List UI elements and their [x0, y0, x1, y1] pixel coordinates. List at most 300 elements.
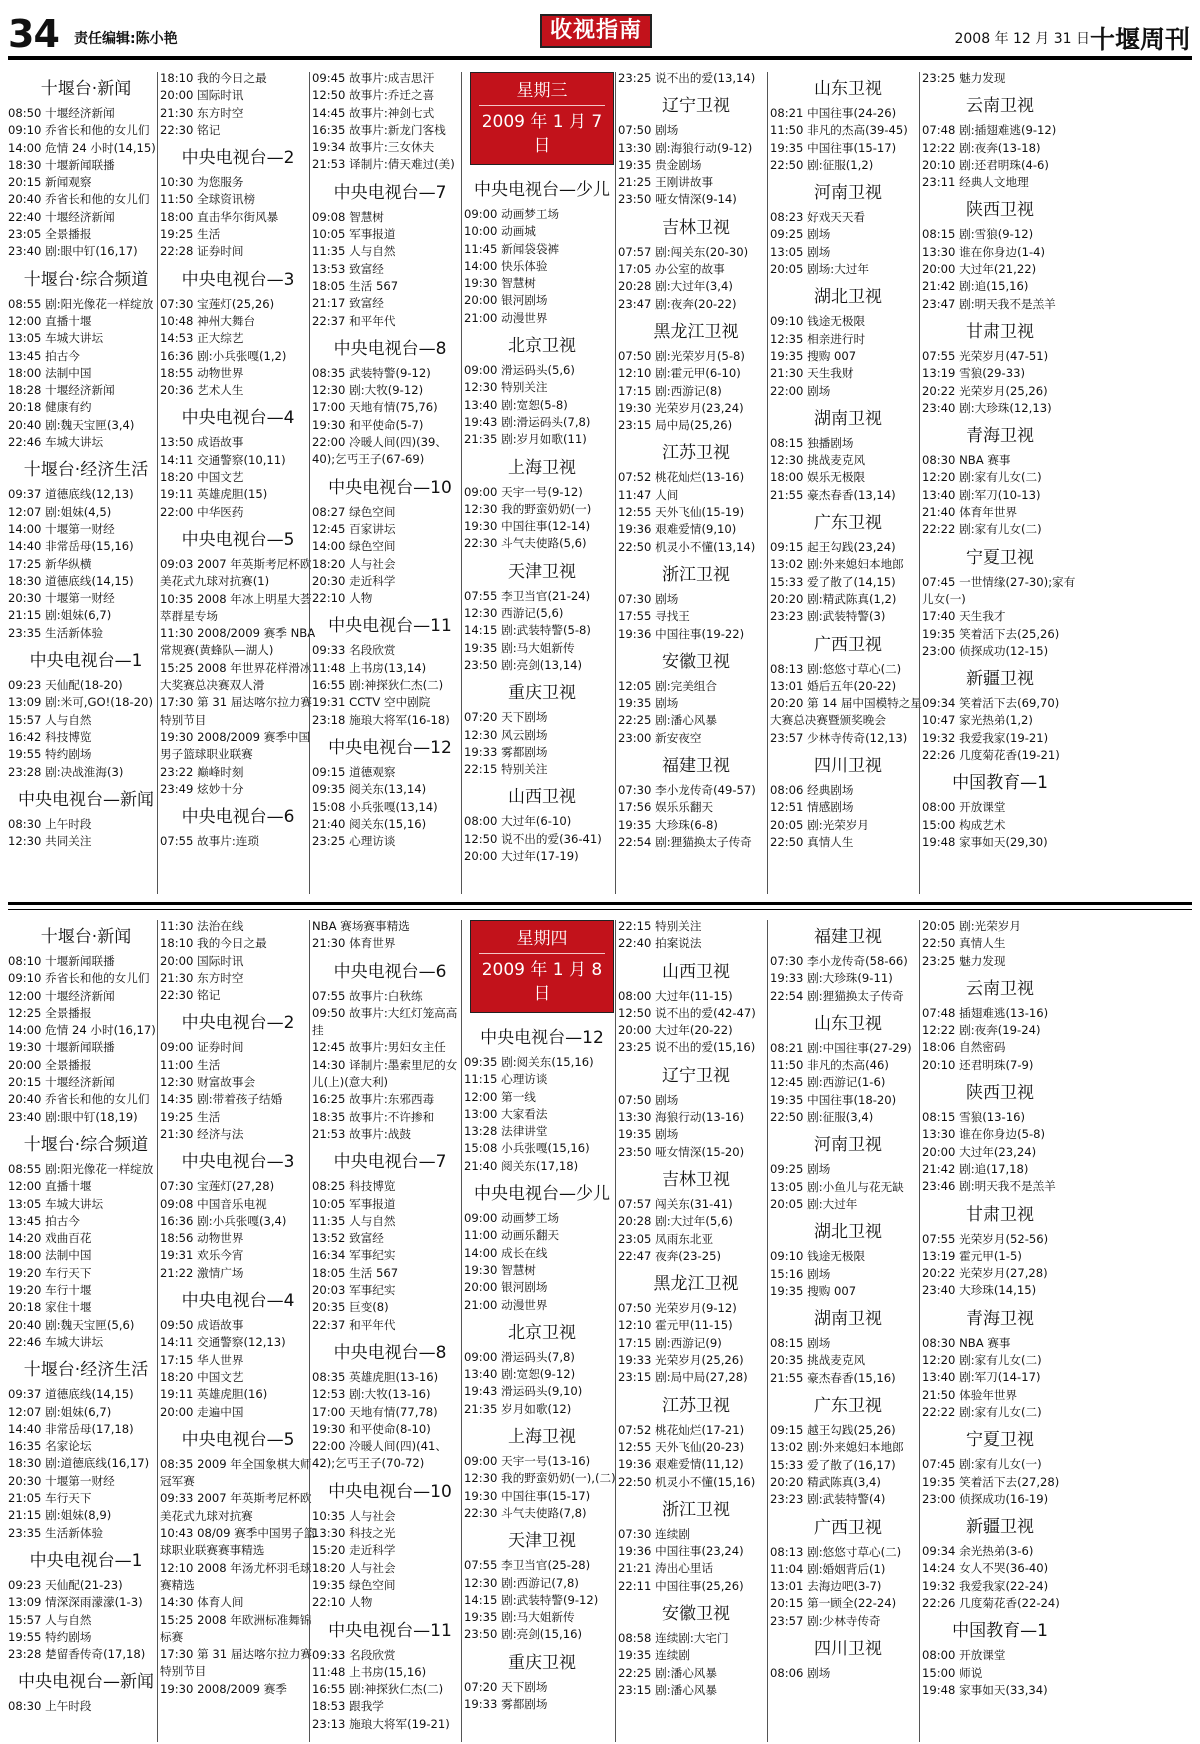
program-item: 22:28 证券时间	[160, 244, 244, 259]
program-item: 12:50 说不出的爱(42-47)	[618, 1005, 756, 1020]
program-item: 13:05 剧:小鱼儿与花无缺	[770, 1179, 904, 1194]
program-item: 20:00 大过年(23,24)	[922, 1144, 1037, 1159]
program-item: 10:30 为您服务	[160, 175, 244, 190]
program-item: 22:30 铭记	[160, 122, 221, 137]
editor-credit: 责任编辑:陈小艳	[74, 31, 178, 47]
program-item: 20:00 大过年(21,22)	[922, 262, 1037, 277]
program-item: 22:00 冷暖人间(四)(39、40);乞丐王子(67-69)	[312, 435, 447, 467]
program-item: 12:07 剧:姐妹(4,5)	[8, 504, 112, 519]
program-item: 16:55 剧:神探狄仁杰(二)	[312, 678, 444, 693]
program-item: 10:43 08/09 赛季中国男子篮球职业联赛赛事精选	[160, 1526, 316, 1558]
program-item: 14:53 正大综艺	[160, 331, 244, 346]
program-item: 12:07 剧:姐妹(6,7)	[8, 1404, 112, 1419]
program-item: 22:00 冷暖人间(四)(41、42);乞丐王子(70-72)	[312, 1439, 447, 1471]
program-item: 07:30 宝莲灯(25,26)	[160, 296, 275, 311]
program-item: 13:45 拍古今	[8, 348, 80, 363]
program-item: 10:47 家光热弟(1,2)	[922, 713, 1033, 728]
program-item: 23:47 剧:明天我不是羔羊	[922, 296, 1056, 311]
program-item: 22:10 人物	[312, 591, 373, 606]
program-item: 07:48 插翅难逃(13-16)	[922, 1005, 1049, 1020]
program-item: 18:10 我的今日之最	[160, 936, 267, 951]
program-item: 21:40 阅关东(17,18)	[464, 1158, 579, 1173]
program-item: 15:20 走近科学	[312, 1543, 396, 1558]
program-item: 10:05 军事报道	[312, 1196, 396, 1211]
channel-heading: 中央电视台—8	[333, 1342, 447, 1363]
program-item: 22:30 铭记	[160, 988, 221, 1003]
program-item: 09:25 剧场	[770, 227, 831, 242]
program-item: 23:50 剧:亮剑(13,14)	[464, 657, 583, 672]
program-item: 09:33 2007 年英斯考尼杯欧美花式九球对抗赛	[160, 1491, 312, 1523]
channel-heading: 中央电视台—5	[181, 529, 295, 550]
program-item: 13:19 霍元甲(1-5)	[922, 1248, 1022, 1263]
program-item: 09:03 2007 年英斯考尼杯欧美花式九球对抗赛(1)	[160, 556, 312, 589]
program-item: 19:43 滑运码头(9,10)	[464, 1384, 583, 1399]
program-item: 13:30 谁在你身边(1-4)	[922, 244, 1046, 259]
program-item: 17:05 办公室的故事	[618, 262, 725, 277]
program-item: 19:33 剧:大珍珠(9-11)	[770, 971, 893, 986]
program-item: 12:22 剧:夜奔(13-18)	[922, 140, 1041, 155]
channel-heading: 山西卫视	[508, 787, 576, 808]
program-item: 22:00 剧场	[770, 383, 831, 398]
day-of-week: 星期四	[516, 929, 568, 949]
program-item: 22:37 和平年代	[312, 1317, 396, 1332]
program-item: 13:01 去海边吧(3-7)	[770, 1579, 882, 1594]
program-item: 20:28 剧:大过年(5,6)	[618, 1214, 733, 1229]
program-item: 23:28 剧:决战淮海(3)	[8, 764, 124, 779]
program-item: 19:30 中国往事(12-14)	[464, 519, 591, 534]
program-item: 13:05 剧场	[770, 244, 831, 259]
program-item: 19:35 中国往事(15-17)	[770, 140, 897, 155]
program-item: 17:55 寻找王	[618, 609, 690, 624]
listing-column	[922, 918, 1078, 1744]
program-item: 14:00 快乐体验	[464, 258, 548, 273]
program-item: 13:45 拍古今	[8, 1213, 80, 1228]
program-item: 14:00 成长在线	[464, 1245, 548, 1260]
program-item: 16:42 科技博览	[8, 729, 92, 744]
program-item: 23:15 剧:潘心风暴	[618, 1682, 717, 1697]
program-item: 12:30 特别关注	[464, 380, 548, 395]
listing-column	[618, 70, 774, 896]
section-divider	[8, 902, 1192, 905]
program-item: 08:00 大过年(11-15)	[618, 988, 733, 1003]
channel-heading: 中央电视台—12	[328, 737, 452, 758]
program-item: 20:20 剧:精武陈真(1,2)	[770, 591, 897, 606]
program-item: 17:15 华人世界	[160, 1352, 244, 1367]
program-item: 14:11 交通警察(12,13)	[160, 1335, 286, 1350]
program-item: 21:25 王刚讲故事	[618, 175, 714, 190]
channel-heading: 中央电视台—新闻	[18, 1672, 154, 1693]
program-item: 14:00 危情 24 小时(16,17)	[8, 1023, 156, 1038]
program-item: 09:33 名段欣赏	[312, 1647, 396, 1662]
program-item: 09:37 道德底线(14,15)	[8, 1387, 134, 1402]
program-item: 19:43 剧:滑运码头(7,8)	[464, 414, 591, 429]
program-item: 19:48 家事如天(33,34)	[922, 1682, 1048, 1697]
channel-heading: 中央电视台—3	[181, 269, 295, 290]
channel-heading: 中央电视台—10	[328, 477, 452, 498]
program-item: 23:05 凤雨东北亚	[618, 1231, 714, 1246]
program-item: 11:48 上书房(15,16)	[312, 1664, 427, 1679]
program-item: 16:35 故事片:新龙门客栈	[312, 122, 446, 137]
program-item: 13:53 致富经	[312, 261, 384, 276]
program-item: 12:30 剧:大牧(9-12)	[312, 383, 424, 398]
program-item: 22:15 特别关注	[618, 919, 702, 933]
program-item: 15:57 人与自然	[8, 1612, 92, 1627]
program-item: 07:57 闯关东(31-41)	[618, 1196, 733, 1211]
program-item: 18:20 人与社会	[312, 1560, 396, 1575]
program-item: 20:18 家住十堰	[8, 1300, 92, 1315]
program-item: 08:21 中国往事(24-26)	[770, 106, 897, 120]
program-item: 23:57 剧:少林寺传奇	[770, 1613, 881, 1628]
program-item: 18:20 人与社会	[312, 556, 396, 571]
program-item: 08:35 2009 年全国象棋大师冠军赛	[160, 1456, 312, 1489]
listing-column	[312, 918, 468, 1744]
program-item: 18:55 动物世界	[160, 365, 244, 380]
program-item: 09:37 道德底线(12,13)	[8, 487, 134, 502]
program-item: 21:55 豪杰春香(13,14)	[770, 487, 896, 502]
channel-heading: 甘肃卫视	[966, 321, 1034, 342]
program-item: 08:00 大过年(6-10)	[464, 814, 572, 829]
program-item: 14:00 十堰第一财经	[8, 521, 115, 536]
program-item: 19:33 光荣岁月(25,26)	[618, 1353, 744, 1368]
program-item: 19:35 贵金剧场	[618, 157, 702, 172]
program-item: 17:30 第 31 届达喀尔拉力赛特别节目	[160, 695, 312, 727]
program-item: 22:50 真情人生	[922, 936, 1006, 951]
program-item: 19:31 CCTV 空中剧院	[312, 695, 431, 710]
program-item: 23:00 侦探成功(12-15)	[922, 643, 1049, 658]
channel-heading: 云南卫视	[966, 978, 1034, 999]
section-title: 收视指南	[540, 14, 652, 48]
program-item: 20:35 巨变(8)	[312, 1300, 389, 1315]
program-item: 09:50 成语故事	[160, 1318, 244, 1333]
program-item: 11:48 上书房(13,14)	[312, 660, 427, 675]
channel-heading: 辽宁卫视	[662, 1065, 730, 1086]
program-item: 13:50 成语故事	[160, 435, 244, 450]
program-item: 20:20 精武陈真(3,4)	[770, 1474, 881, 1489]
program-item: 22:26 几度菊花香(22-24)	[922, 1596, 1060, 1611]
program-item: 11:35 人与自然	[312, 244, 396, 259]
program-item: 19:35 剧:马大姐新传	[464, 640, 575, 655]
program-item: 21:53 故事片:战鼓	[312, 1126, 411, 1141]
channel-heading: 黑龙江卫视	[653, 321, 739, 342]
listing-column	[922, 70, 1078, 896]
program-item: 12:00 直播十堰	[8, 1179, 92, 1194]
program-item: 18:56 动物世界	[160, 1231, 244, 1246]
listing-column	[618, 918, 774, 1744]
program-item: 20:30 十堰第一财经	[8, 591, 115, 606]
program-item: 23:18 施琅大将军(16-18)	[312, 712, 450, 727]
program-item: 20:18 健康有约	[8, 400, 92, 415]
listing-column	[312, 70, 468, 896]
program-item: 14:20 戏曲百花	[8, 1231, 92, 1246]
program-item: 12:25 全景播报	[8, 1005, 92, 1020]
channel-heading: 辽宁卫视	[662, 96, 730, 117]
program-item: 23:47 剧:夜奔(20-22)	[618, 296, 737, 311]
program-item: 14:00 绿色空间	[312, 539, 396, 554]
listing-column	[464, 70, 620, 896]
channel-heading: 北京卫视	[508, 1322, 576, 1343]
program-item: 23:00 新安夜空	[618, 730, 702, 745]
program-item: 09:10 钱途无极限	[770, 314, 866, 329]
program-item: 20:15 十堰经济新闻	[8, 1075, 115, 1090]
program-item: 21:30 体育世界	[312, 936, 396, 951]
program-item: 10:00 动画城	[464, 224, 536, 239]
listing-column	[464, 918, 620, 1744]
channel-heading: 中央电视台—7	[333, 182, 447, 203]
program-item: 21:35 岁月如歌(12)	[464, 1401, 572, 1416]
program-item: 23:11 经典人文地理	[922, 175, 1029, 190]
channel-heading: 四川卫视	[814, 1639, 882, 1660]
channel-heading: 新疆卫视	[966, 1517, 1034, 1538]
program-item: 13:28 法律讲堂	[464, 1124, 548, 1139]
program-item: 12:30 西游记(5,6)	[464, 606, 564, 621]
program-item: 15:08 小兵张嘎(15,16)	[464, 1141, 590, 1156]
program-item: 22:54 剧:狸猫换太子传奇	[618, 834, 752, 849]
program-item: 09:00 滑运码头(5,6)	[464, 363, 575, 378]
program-item: 08:06 经典剧场	[770, 783, 854, 798]
program-item: 19:30 中国往事(15-17)	[464, 1488, 591, 1503]
program-item: 18:53 跟我学	[312, 1699, 384, 1714]
program-item: 22:40 拍案说法	[618, 936, 702, 951]
program-item: 16:55 剧:神探狄仁杰(二)	[312, 1682, 444, 1697]
channel-heading: 湖北卫视	[814, 287, 882, 308]
program-item: 23:25 说不出的爱(15,16)	[618, 1040, 756, 1055]
program-item: 14:24 女人不哭(36-40)	[922, 1561, 1049, 1576]
program-item: 22:47 夜奔(23-25)	[618, 1248, 722, 1263]
program-item: 09:08 智慧树	[312, 209, 384, 224]
program-item: 23:28 楚留香传奇(17,18)	[8, 1647, 146, 1662]
program-item: 08:55 剧:阳光像花一样绽放	[8, 296, 154, 311]
column-divider	[767, 920, 768, 1742]
channel-heading: 中央电视台—11	[328, 616, 452, 637]
program-item: 19:36 中国往事(19-22)	[618, 626, 745, 641]
program-item: 19:35 剧场	[618, 1127, 679, 1142]
program-item: 11:00 动画乐翻天	[464, 1228, 560, 1243]
program-item: 21:30 天生我财	[770, 366, 854, 381]
channel-heading: 中央电视台—5	[181, 1429, 295, 1450]
channel-heading: 宁夏卫视	[966, 547, 1034, 568]
program-item: 14:11 交通警察(10,11)	[160, 452, 286, 467]
program-item: 07:48 剧:插翅难逃(9-12)	[922, 123, 1057, 138]
program-item: 19:30 智慧树	[464, 1262, 536, 1277]
program-item: 19:11 英雄虎胆(15)	[160, 487, 268, 502]
program-item: 21:42 剧:追(15,16)	[922, 279, 1029, 294]
column-divider	[919, 72, 920, 894]
program-item: 19:35 剧场	[618, 696, 679, 711]
program-item: 13:09 情深深雨濛濛(1-3)	[8, 1595, 143, 1610]
program-item: 23:35 生活新体验	[8, 625, 104, 640]
program-item: 19:34 故事片:三女休夫	[312, 140, 435, 155]
program-item: 12:45 百家讲坛	[312, 521, 396, 536]
program-item: 12:00 第一线	[464, 1089, 536, 1104]
program-item: 18:30 剧:道德底线(16,17)	[8, 1456, 150, 1471]
channel-heading: 广西卫视	[814, 1517, 882, 1538]
day-date-box	[470, 72, 614, 165]
channel-heading: 宁夏卫视	[966, 1430, 1034, 1451]
program-item: 23:22 巅峰时刻	[160, 764, 244, 779]
program-item: 18:00 法制中国	[8, 1248, 92, 1263]
listing-column	[770, 70, 926, 896]
program-item: 17:40 天生我才	[922, 609, 1006, 624]
channel-heading: 中央电视台—12	[480, 1028, 604, 1048]
program-item: 21:22 激情广场	[160, 1265, 244, 1280]
program-item: 14:15 剧:武装特警(9-12)	[464, 1592, 599, 1607]
program-item: 08:50 十堰经济新闻	[8, 106, 115, 120]
program-item: 21:00 动漫世界	[464, 1297, 548, 1312]
program-item: 20:05 剧:光荣岁月	[770, 817, 869, 832]
program-item: 12:50 故事片:乔迁之喜	[312, 88, 435, 103]
program-item: 14:00 危情 24 小时(14,15)	[8, 140, 156, 155]
program-item: 22:50 机灵小不懂(15,16)	[618, 1474, 756, 1489]
program-item: 23:25 说不出的爱(13,14)	[618, 71, 756, 85]
channel-heading: 中央电视台—11	[328, 1620, 452, 1641]
program-item: 08:30 上午时段	[8, 816, 92, 831]
program-item: 12:30 共同关注	[8, 834, 92, 849]
program-item: 21:15 剧:姐妹(8,9)	[8, 1508, 112, 1523]
listing-column	[770, 918, 926, 1744]
program-item: 12:30 财富故事会	[160, 1075, 256, 1090]
program-item: 20:05 剧场:大过年	[770, 262, 869, 277]
program-item: 23:15 剧:局中局(27,28)	[618, 1370, 748, 1385]
program-item: 18:00 法制中国	[8, 365, 92, 380]
program-item: 08:06 剧场	[770, 1666, 831, 1681]
program-item: 13:40 剧:军刀(10-13)	[922, 487, 1041, 502]
program-item: 20:10 还君明珠(7-9)	[922, 1057, 1034, 1072]
program-item: 08:35 英雄虎胆(13-16)	[312, 1369, 439, 1384]
channel-heading: 河南卫视	[814, 1135, 882, 1156]
program-item: 12:00 直播十堰	[8, 313, 92, 328]
channel-heading: 河南卫视	[814, 183, 882, 204]
program-item: 09:10 乔省长和他的女儿们	[8, 971, 150, 986]
program-item: 20:36 艺术人生	[160, 383, 244, 398]
program-item: 20:40 剧:魏天宝匣(3,4)	[8, 417, 135, 432]
column-divider	[157, 920, 158, 1742]
channel-heading: 青海卫视	[966, 426, 1034, 447]
program-item: 20:05 剧:大过年	[770, 1196, 858, 1211]
channel-heading: 中央电视台—6	[333, 961, 447, 982]
channel-heading: 浙江卫视	[662, 1499, 730, 1520]
program-item: 10:35 2008 年冰上明星大荟萃群星专场	[160, 591, 312, 623]
program-item: 09:00 证券时间	[160, 1040, 244, 1055]
program-item: 13:52 致富经	[312, 1231, 384, 1246]
program-item: 07:30 李小龙传奇(49-57)	[618, 783, 756, 798]
program-item: 20:00 大过年(17-19)	[464, 849, 579, 864]
program-item: 19:35 笑着活下去(27,28)	[922, 1474, 1060, 1489]
channel-heading: 中国教育—1	[952, 773, 1048, 794]
program-item: 22:37 和平年代	[312, 313, 396, 328]
program-item: 18:20 中国文艺	[160, 1369, 244, 1384]
program-item: 22:22 剧:家有儿女(二)	[922, 1404, 1042, 1419]
channel-heading: 黑龙江卫视	[653, 1274, 739, 1295]
program-item: 23:15 局中局(25,26)	[618, 418, 733, 433]
program-item: 08:21 剧:中国往事(27-29)	[770, 1040, 912, 1055]
program-item: 07:55 光荣岁月(47-51)	[922, 348, 1049, 363]
program-item: 07:55 故事片:连琐	[160, 834, 259, 849]
program-item: 07:20 天下剧场	[464, 1679, 548, 1694]
program-item: 19:32 我爱我家(22-24)	[922, 1578, 1049, 1593]
program-item: 10:35 人与社会	[312, 1508, 396, 1523]
program-item: 09:35 剧:阅关东(15,16)	[464, 1055, 594, 1069]
program-item: 12:55 天外飞仙(20-23)	[618, 1439, 745, 1454]
program-item: 21:15 剧:姐妹(6,7)	[8, 608, 112, 623]
channel-heading: 中央电视台—1	[29, 1550, 143, 1571]
program-item: 15:00 构成艺术	[922, 817, 1006, 832]
program-item: 19:35 中国往事(18-20)	[770, 1092, 897, 1107]
program-item: 20:28 剧:大过年(3,4)	[618, 279, 733, 294]
program-item: 18:00 直击华尔街风暴	[160, 209, 279, 224]
channel-heading: 山东卫视	[814, 79, 882, 99]
program-item: 15:00 师说	[922, 1665, 983, 1680]
program-item: 23:50 剧:亮剑(15,16)	[464, 1627, 583, 1642]
program-item: 12:30 风云剧场	[464, 727, 548, 742]
program-item: 21:21 涛出心里话	[618, 1561, 714, 1576]
program-item: 22:22 剧:家有儿女(二)	[922, 522, 1042, 537]
listings-section-day-2	[8, 918, 1192, 1744]
program-item: 13:02 剧:外来媳妇本地郎	[770, 557, 904, 572]
program-item: 21:30 东方时空	[160, 970, 244, 985]
channel-heading: 上海卫视	[508, 1427, 576, 1448]
program-item: 20:00 大过年(20-22)	[618, 1023, 733, 1038]
program-item: 19:33 雾都剧场	[464, 744, 548, 759]
program-item: 11:50 全球资讯榜	[160, 192, 256, 207]
program-item: 16:34 军事纪实	[312, 1248, 396, 1263]
masthead-rule	[8, 56, 1192, 60]
program-item: 20:35 挑战麦克风	[770, 1353, 866, 1368]
program-item: 08:30 上午时段	[8, 1699, 92, 1714]
program-item: 12:50 说不出的爱(36-41)	[464, 831, 602, 846]
program-item: 22:40 十堰经济新闻	[8, 209, 115, 224]
program-item: 19:35 大珍珠(6-8)	[618, 817, 718, 832]
program-item: 11:15 心理访谈	[464, 1072, 548, 1087]
channel-heading: 甘肃卫视	[966, 1204, 1034, 1225]
program-item: 23:00 侦探成功(16-19)	[922, 1491, 1049, 1506]
program-item: 09:15 越王勾践(25,26)	[770, 1423, 896, 1438]
program-item: 19:30 光荣岁月(23,24)	[618, 400, 744, 415]
program-item: 09:45 故事片:成吉思汗	[312, 71, 435, 85]
program-item: 23:40 剧:眼中钉(16,17)	[8, 244, 138, 259]
program-item: 08:00 开放课堂	[922, 800, 1006, 815]
channel-heading: 湖北卫视	[814, 1222, 882, 1243]
program-item: 08:13 剧:悠悠寸草心(二)	[770, 661, 902, 676]
program-item: 09:00 滑运码头(7,8)	[464, 1349, 575, 1364]
program-item: 18:20 中国文艺	[160, 470, 244, 485]
program-item: 22:25 剧:潘心风暴	[618, 1665, 717, 1680]
program-item: 22:50 剧:征服(3,4)	[770, 1110, 874, 1125]
program-item: 19:35 剧:马大姐新传	[464, 1610, 575, 1625]
program-item: 11:30 法治在线	[160, 919, 244, 933]
program-item: 23:25 魅力发现	[922, 953, 1006, 968]
program-item: 11:35 人与自然	[312, 1213, 396, 1228]
channel-heading: 吉林卫视	[662, 217, 730, 238]
program-item: 18:30 道德底线(14,15)	[8, 573, 134, 588]
program-item: 09:15 起王勾践(23,24)	[770, 540, 896, 555]
listing-column	[160, 70, 319, 896]
program-item: 18:05 生活 567	[312, 1265, 399, 1280]
channel-heading: 安徽卫视	[662, 651, 730, 672]
program-item: 19:36 艰难爱情(11,12)	[618, 1457, 744, 1472]
channel-heading: 中央电视台—少儿	[474, 1184, 610, 1205]
column-divider	[461, 72, 462, 894]
program-item: 09:50 故事片:大红灯笼高高挂	[312, 1005, 458, 1038]
channel-heading: 重庆卫视	[508, 683, 576, 704]
program-item: 20:40 乔省长和他的女儿们	[8, 1092, 150, 1107]
program-item: 22:46 车城大讲坛	[8, 1334, 104, 1349]
program-item: 22:10 人物	[312, 1595, 373, 1610]
program-item: 13:30 海狼行动(13-16)	[618, 1110, 745, 1125]
program-item: 08:30 NBA 赛事	[922, 1335, 1011, 1350]
channel-heading: 十堰台·综合频道	[23, 269, 149, 290]
column-divider	[309, 72, 310, 894]
program-item: 19:55 特约剧场	[8, 1629, 92, 1644]
